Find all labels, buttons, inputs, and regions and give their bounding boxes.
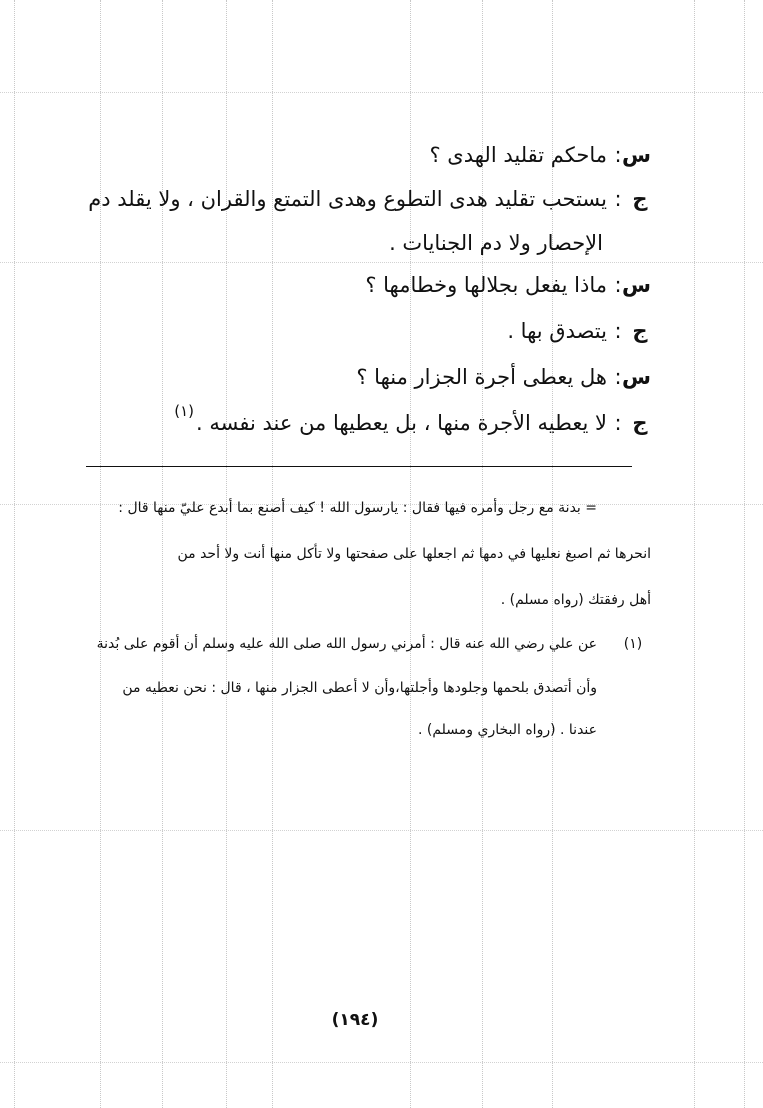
answer-marker: ج — [632, 319, 648, 343]
qa-colon: : — [614, 143, 622, 167]
footnote-line: انحرها ثم اصبغ نعليها في دمها ثم اجعلها على صفحتها ولا تأكل منها أنت ولا أحد من — [177, 546, 651, 562]
scan-grid-line — [694, 0, 695, 1108]
question-line — [356, 362, 651, 392]
answer-text: يتصدق بها . — [507, 319, 607, 343]
answer-continuation-text: الإحصار ولا دم الجنايات . — [389, 231, 603, 255]
scan-grid-line — [0, 1062, 763, 1063]
footnote-line: أهل رفقتك (رواه مسلم) . — [500, 592, 651, 608]
answer-text: يستحب تقليد هدى التطوع وهدى التمتع والقران ، ولا يقلد دم — [88, 187, 607, 211]
scan-grid-line — [14, 0, 15, 1108]
question-text: ماحكم تقليد الهدى ؟ — [429, 143, 607, 167]
qa-colon: : — [614, 273, 622, 297]
question-line — [429, 140, 651, 170]
qa-colon: : — [614, 411, 622, 435]
page-number: (١٩٤) — [331, 1010, 379, 1030]
answer-line — [88, 184, 651, 214]
qa-colon: : — [614, 187, 622, 211]
footnote-line: عن علي رضي الله عنه قال : أمرني رسول الله صلى الله عليه وسلم أن أقوم على بُدنة — [96, 636, 597, 652]
qa-colon: : — [614, 365, 622, 389]
scan-grid-line — [0, 92, 763, 93]
question-marker: س — [622, 365, 651, 389]
footnote-separator — [86, 466, 632, 467]
footnote-line: = بدنة مع رجل وأمره فيها فقال : يارسول الله ! كيف أصنع بما أبدع عليّ منها قال : — [118, 500, 597, 516]
answer-line — [174, 402, 651, 438]
scan-grid-line — [0, 830, 763, 831]
answer-marker: ج — [632, 411, 648, 435]
answer-continuation-line — [389, 228, 603, 258]
question-line — [365, 270, 651, 300]
question-text: هل يعطى أجرة الجزار منها ؟ — [356, 365, 607, 389]
question-text: ماذا يفعل بجلالها وخطامها ؟ — [365, 273, 607, 297]
answer-marker: ج — [632, 187, 648, 211]
scan-grid-line — [0, 262, 763, 263]
question-marker: س — [622, 143, 651, 167]
question-marker: س — [622, 273, 651, 297]
qa-colon: : — [614, 319, 622, 343]
footnote-reference: (١) — [174, 402, 195, 420]
answer-text: لا يعطيه الأجرة منها ، بل يعطيها من عند نفسه . — [196, 411, 607, 435]
scan-grid-line — [744, 0, 745, 1108]
footnote-number: (١) — [623, 636, 643, 652]
footnote-line: وأن أتصدق بلحمها وجلودها وأجلتها،وأن لا أعطى الجزار منها ، قال : نحن نعطيه من — [122, 680, 597, 696]
footnote-line: عندنا . (رواه البخاري ومسلم) . — [417, 722, 597, 738]
answer-line — [507, 316, 651, 346]
